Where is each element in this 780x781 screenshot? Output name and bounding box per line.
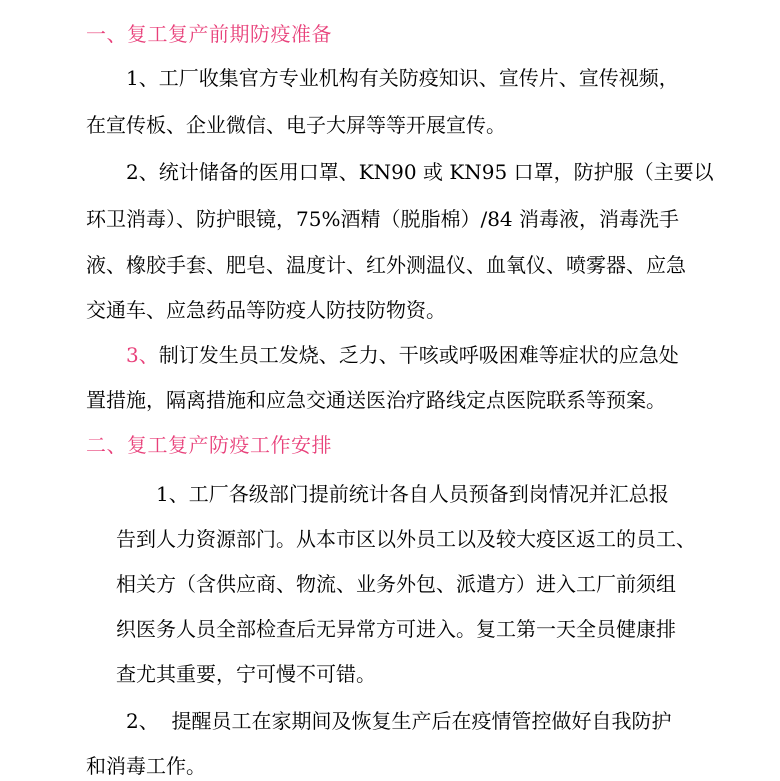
section-2-item-2-line-1: 2、 提醒员工在家期间及恢复生产后在疫情管控做好自我防护 bbox=[126, 709, 672, 733]
section-1-item-3-line-2: 置措施，隔离措施和应急交通送医治疗路线定点医院联系等预案。 bbox=[86, 388, 666, 412]
section-2-item-1-line-1: 1、工厂各级部门提前统计各自人员预备到岗情况并汇总报 bbox=[156, 482, 669, 506]
section-1-item-2-line-4: 交通车、应急药品等防疫人防技防物资。 bbox=[86, 298, 446, 322]
section-1-heading: 一、复工复产前期防疫准备 bbox=[86, 22, 332, 46]
section-2-item-2-line-2: 和消毒工作。 bbox=[86, 754, 206, 778]
section-2-heading: 二、复工复产防疫工作安排 bbox=[86, 433, 332, 457]
section-1-item-3-number: 3、 bbox=[126, 343, 159, 367]
section-2-item-1-line-2: 告到人力资源部门。从本市区以外员工以及较大疫区返工的员工、 bbox=[116, 527, 696, 551]
section-1-item-1-line-2: 在宣传板、企业微信、电子大屏等等开展宣传。 bbox=[86, 113, 506, 137]
section-1-item-2-line-3: 液、橡胶手套、肥皂、温度计、红外测温仪、血氧仪、喷雾器、应急 bbox=[86, 253, 686, 277]
section-1-item-3-text: 制订发生员工发烧、乏力、干咳或呼吸困难等症状的应急处 bbox=[158, 343, 679, 367]
section-1-item-3-line-1 bbox=[126, 341, 679, 369]
section-2-item-1-line-5: 查尤其重要，宁可慢不可错。 bbox=[116, 662, 376, 686]
section-1-item-1-line-1: 1、工厂收集官方专业机构有关防疫知识、宣传片、宣传视频， bbox=[126, 66, 679, 90]
section-2-item-1-line-4: 织医务人员全部检查后无异常方可进入。复工第一天全员健康排 bbox=[116, 617, 676, 641]
section-2-item-1-line-3: 相关方（含供应商、物流、业务外包、派遣方）进入工厂前须组 bbox=[116, 572, 676, 596]
section-1-item-2-line-1: 2、统计储备的医用口罩、KN90 或 KN95 口罩，防护服（主要以 bbox=[126, 160, 714, 184]
section-1-item-2-line-2: 环卫消毒）、防护眼镜，75%酒精（脱脂棉）/84 消毒液，消毒洗手 bbox=[86, 207, 679, 231]
